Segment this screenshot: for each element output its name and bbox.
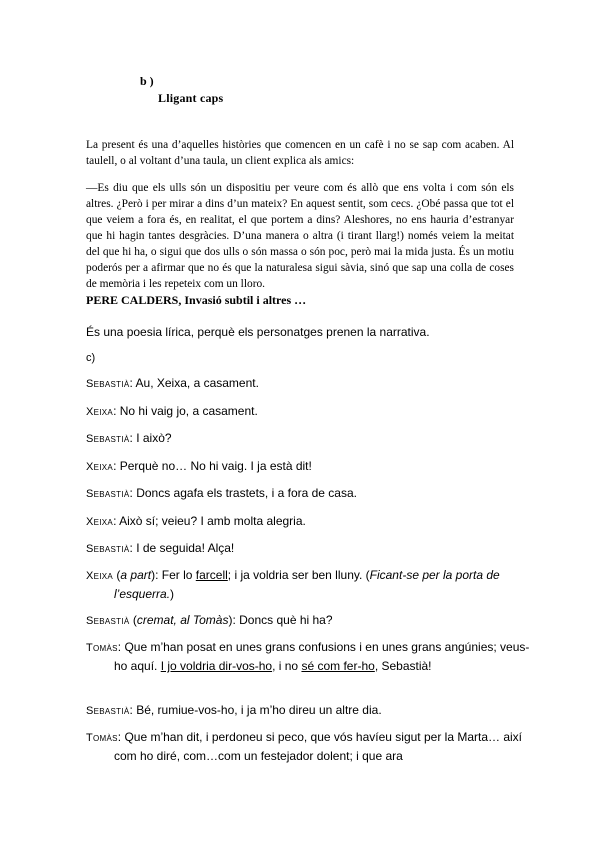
intro-paragraph-2: —Es diu que els ulls són un dispositiu per veure com és allò que ens volta i com són els altres. ¿Però i per mirar a dins d’un mateix? En aquest sentit, som cecs. ¿Obé passa que tot el que veiem a fora és, en realitat, el que portem a dins? Aleshores, no ens hauria d’estranyar que hi hagin tantes desgràcies. D’una manera o altra (i tirant llarg!) només veiem la meitat del que hi ha, o sigui que dos ulls o són massa o són poc, però mai la mida justa. És un motiu poderós per a afirmar que no és que la naturalesa sigui sàvia, sinó que sap una colla de coses de memòria i les repeteix com un lloro.	[86, 182, 514, 290]
document-title: Lligant caps	[158, 91, 224, 105]
dialogue-text: ): Fer lo	[151, 568, 196, 582]
speaker-name: Xeixa	[86, 406, 114, 418]
speaker-name: Sebastià	[86, 705, 130, 717]
underlined-word: farcell	[195, 568, 228, 582]
dialogue-text: : Doncs agafa els trastets, i a fora de casa.	[129, 486, 357, 500]
speaker-name: Sebastià	[86, 488, 130, 500]
speaker-name: Tomàs	[86, 732, 118, 744]
dialogue-text: ): Doncs què hi ha?	[228, 613, 333, 627]
speaker-name: Xeixa	[86, 570, 114, 582]
dialogue-text: )	[170, 587, 175, 601]
lyric-note: És una poesia lírica, perquè els personatges prenen la narrativa.	[86, 325, 430, 339]
underlined-phrase: I jo voldria dir-vos-ho	[160, 659, 273, 673]
speaker-name: Tomàs	[86, 642, 118, 654]
dialogue-text: : No hi vaig jo, a casament.	[113, 404, 258, 418]
dialogue-text: , Sebastià!	[374, 659, 432, 673]
stage-aside: a part	[120, 568, 152, 582]
speaker-name: Sebastià	[86, 378, 130, 390]
speaker-name: Xeixa	[86, 461, 114, 473]
stage-direction: Ficant-se per la porta de l’esquerra.	[114, 568, 500, 601]
dialogue-line: Sebastià (cremat, al Tomàs): Doncs què hi ha?	[86, 613, 333, 627]
dialogue-text: : Perquè no… No hi vaig. I ja està dit!	[113, 459, 312, 473]
dialogue-line	[86, 728, 542, 765]
dialogue-line	[86, 539, 514, 558]
speaker-name: Sebastià	[86, 543, 130, 555]
intro-paragraph-1: La present és una d’aquelles històries que comencen en un cafè i no se sap com acaben. Al taulell, o al voltant d’una taula, un client explica als amics:	[86, 139, 514, 167]
dialogue-line	[86, 638, 542, 675]
speaker-name: Xeixa	[86, 516, 114, 528]
author-line: PERE CALDERS, Invasió subtil i altres …	[86, 293, 307, 307]
speaker-name: Sebastià	[86, 615, 130, 627]
dialogue-line	[86, 374, 514, 393]
dialogue-text: : Bé, rumiue-vos-ho, i ja m’ho direu un altre dia.	[129, 703, 382, 717]
dialogue-text: : Que m’han dit, i perdoneu si peco, que vós havíeu sigut per la Marta… així com ho diré, com…com un festejador dolent; i que ara	[114, 730, 523, 763]
section-label-b: b )	[140, 74, 154, 88]
dialogue-line	[86, 484, 514, 503]
dialogue-text: : I això?	[129, 431, 172, 445]
dialogue-text: : Això sí; veieu? I amb molta alegria.	[113, 514, 306, 528]
section-label-c: c)	[86, 352, 96, 364]
dialogue-text: , i no	[272, 659, 302, 673]
stage-aside: cremat, al Tomàs	[136, 613, 229, 627]
dialogue-text: : Que m’han posat en unes grans confusions i en unes grans angúnies; veus-ho aquí.	[114, 640, 530, 673]
dialogue-line	[86, 402, 514, 421]
dialogue-line	[86, 512, 514, 531]
dialogue-text: ; i ja voldria ser ben lluny. (	[227, 568, 370, 582]
dialogue-line	[86, 457, 514, 476]
underlined-phrase: sé com fer-ho	[301, 659, 375, 673]
speaker-name: Sebastià	[86, 433, 130, 445]
dialogue-line: Xeixa (a part): Fer lo farcell; i ja voldria ser ben lluny. (Ficant-se per la porta de l’esquerra.)	[86, 568, 500, 601]
dialogue-line	[86, 701, 514, 720]
dialogue-text: : Au, Xeixa, a casament.	[129, 376, 259, 390]
dialogue-text: : I de seguida! Alça!	[129, 541, 235, 555]
dialogue-line	[86, 429, 514, 448]
